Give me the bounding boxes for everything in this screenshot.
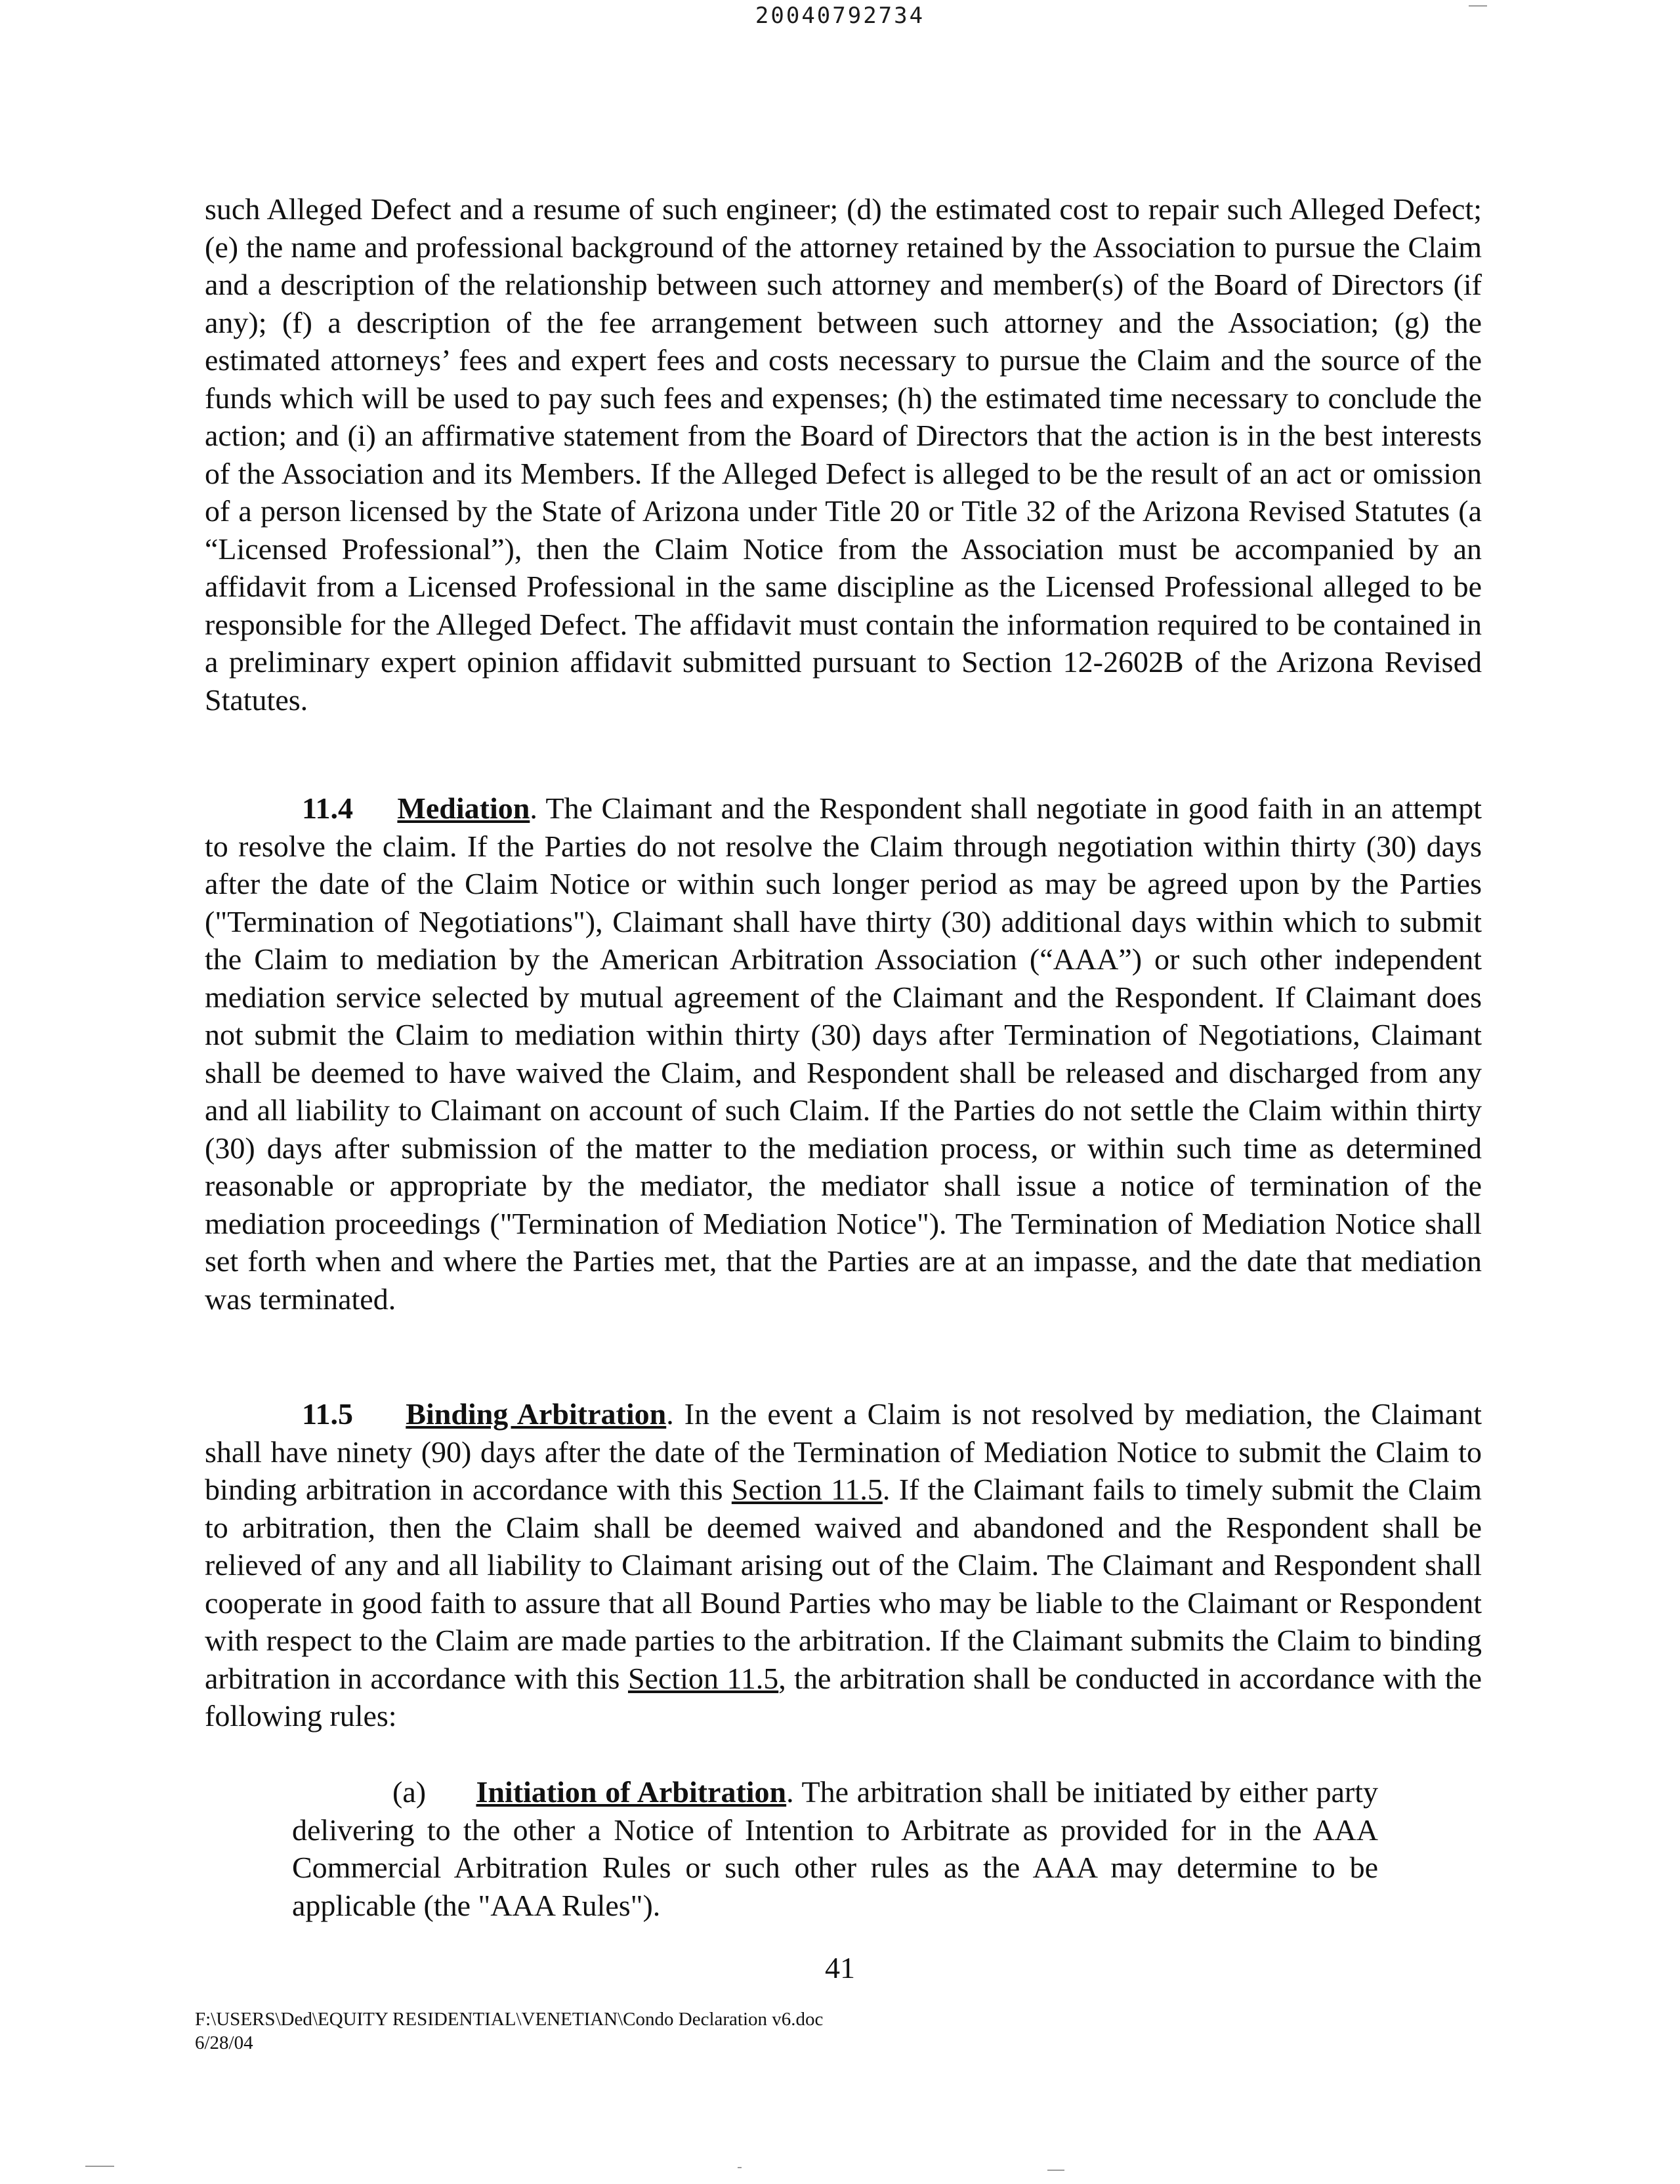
section-11-4-number: 11.4 — [302, 791, 353, 825]
footer-date: 6/28/04 — [195, 2032, 253, 2053]
page-number: 41 — [825, 1951, 855, 1984]
section-11-4-text: . The Claimant and the Respondent shall negotiate in good faith in an attempt to resolve the claim. If the Parties do not resolve the Claim through negotiation within thirty (30) days after the date of the Claim Notice or within such longer period as may be agreed upon by the Parties ("Termination of Negotiations"), Claimant shall have thirty (30) additional days within which to submit the Claim to mediation by the American Arbitration Association (“AAA”) or such other independent mediation service selected by mutual agreement of the Claimant and the Respondent. If Claimant does not submit the Claim to mediation within thirty (30) days after Termination of Negotiations, Claimant shall be deemed to have waived the Claim, and Respondent shall be released and discharged from any and all liability to Claimant on account of such Claim. If the Parties do not settle the Claim within thirty (30) days after submission of the matter to the mediation process, or within such time as determined reasonable or appropriate by the mediator, the mediator shall issue a notice of termination of the mediation proceedings ("Termination of Mediation Notice"). The Termination of Mediation Notice shall set forth when and where the Parties met, that the Parties are at an impasse, and the date that mediation was terminated. — [205, 791, 1482, 1316]
section-11-5-text-2: . If the Claimant fails to timely submit the Claim to arbitration, then the Claim shall be deemed waived and abandoned and the Respondent shall be relieved of any and all liability to Claimant arising out of the Claim. The Claimant and Respondent shall cooperate in good faith to assure that all Bound Parties who may be liable to the Claimant or Respondent with respect to the Claim are made parties to the arbitration. If the Claimant submits the Claim to binding arbitration in accordance with this — [205, 1473, 1482, 1695]
footer-file-path: F:\USERS\Ded\EQUITY RESIDENTIAL\VENETIAN\Condo Declaration v6.doc — [195, 2009, 824, 2030]
section-reference-link: Section 11.5 — [627, 1661, 779, 1695]
section-11-5-title: Binding Arbitration — [406, 1397, 667, 1431]
scan-artifact — [1469, 5, 1487, 7]
subsection-a-text: . The arbitration shall be initiated by either party delivering to the other a Notice of Intention to Arbitrate as provided for in the AAA Commercial Arbitration Rules or such other rules as the AAA may determine to be applicable (the "AAA Rules"). — [292, 1775, 1378, 1922]
section-11-4-paragraph — [205, 789, 1482, 1318]
section-11-5-paragraph — [205, 1395, 1482, 1735]
section-reference-link: Section 11.5 — [731, 1473, 883, 1506]
section-11-5-text-3: , the arbitration shall be conducted in accordance with the following rules: — [205, 1661, 1482, 1732]
scan-artifact — [1047, 2170, 1064, 2171]
section-11-5-number: 11.5 — [302, 1397, 353, 1431]
subsection-a-paragraph — [292, 1773, 1378, 1924]
scan-artifact — [85, 2166, 114, 2167]
continued-paragraph-text: such Alleged Defect and a resume of such engineer; (d) the estimated cost to repair such Alleged Defect; (e) the name and professional background of the attorney retained by the Association to pursue the Claim and a description of the relationship between such attorney and member(s) of the Board of Directors (if any); (f) a description of the fee arrangement between such attorney and the Association; (g) the estimated attorneys’ fees and expert fees and costs necessary to pursue the Claim and the source of the funds which will be used to pay such fees and expenses; (h) the estimated time necessary to conclude the action; and (i) an affirmative statement from the Board of Directors that the action is in the best interests of the Association and its Members. If the Alleged Defect is alleged to be the result of an act or omission of a person licensed by the State of Arizona under Title 20 or Title 32 of the Arizona Revised Statutes (a “Licensed Professional”), then the Claim Notice from the Association must be accompanied by an affidavit from a Licensed Professional in the same discipline as the Licensed Professional alleged to be responsible for the Alleged Defect. The affidavit must contain the information required to be contained in a preliminary expert opinion affidavit submitted pursuant to Section 12-2602B of the Arizona Revised Statutes. — [205, 192, 1482, 717]
continued-paragraph — [205, 190, 1482, 719]
scan-artifact — [738, 2167, 742, 2168]
section-11-5-text-1: . In the event a Claim is not resolved by mediation, the Claimant shall have ninety (90) days after the date of the Termination of Mediation Notice to submit the Claim to binding arbitration in accordance with this — [205, 1397, 1482, 1506]
section-11-4-title: Mediation — [397, 791, 530, 825]
document-number: 20040792734 — [755, 3, 925, 29]
subsection-a-title: Initiation of Arbitration — [476, 1775, 787, 1809]
subsection-a-label: (a) — [392, 1775, 427, 1809]
